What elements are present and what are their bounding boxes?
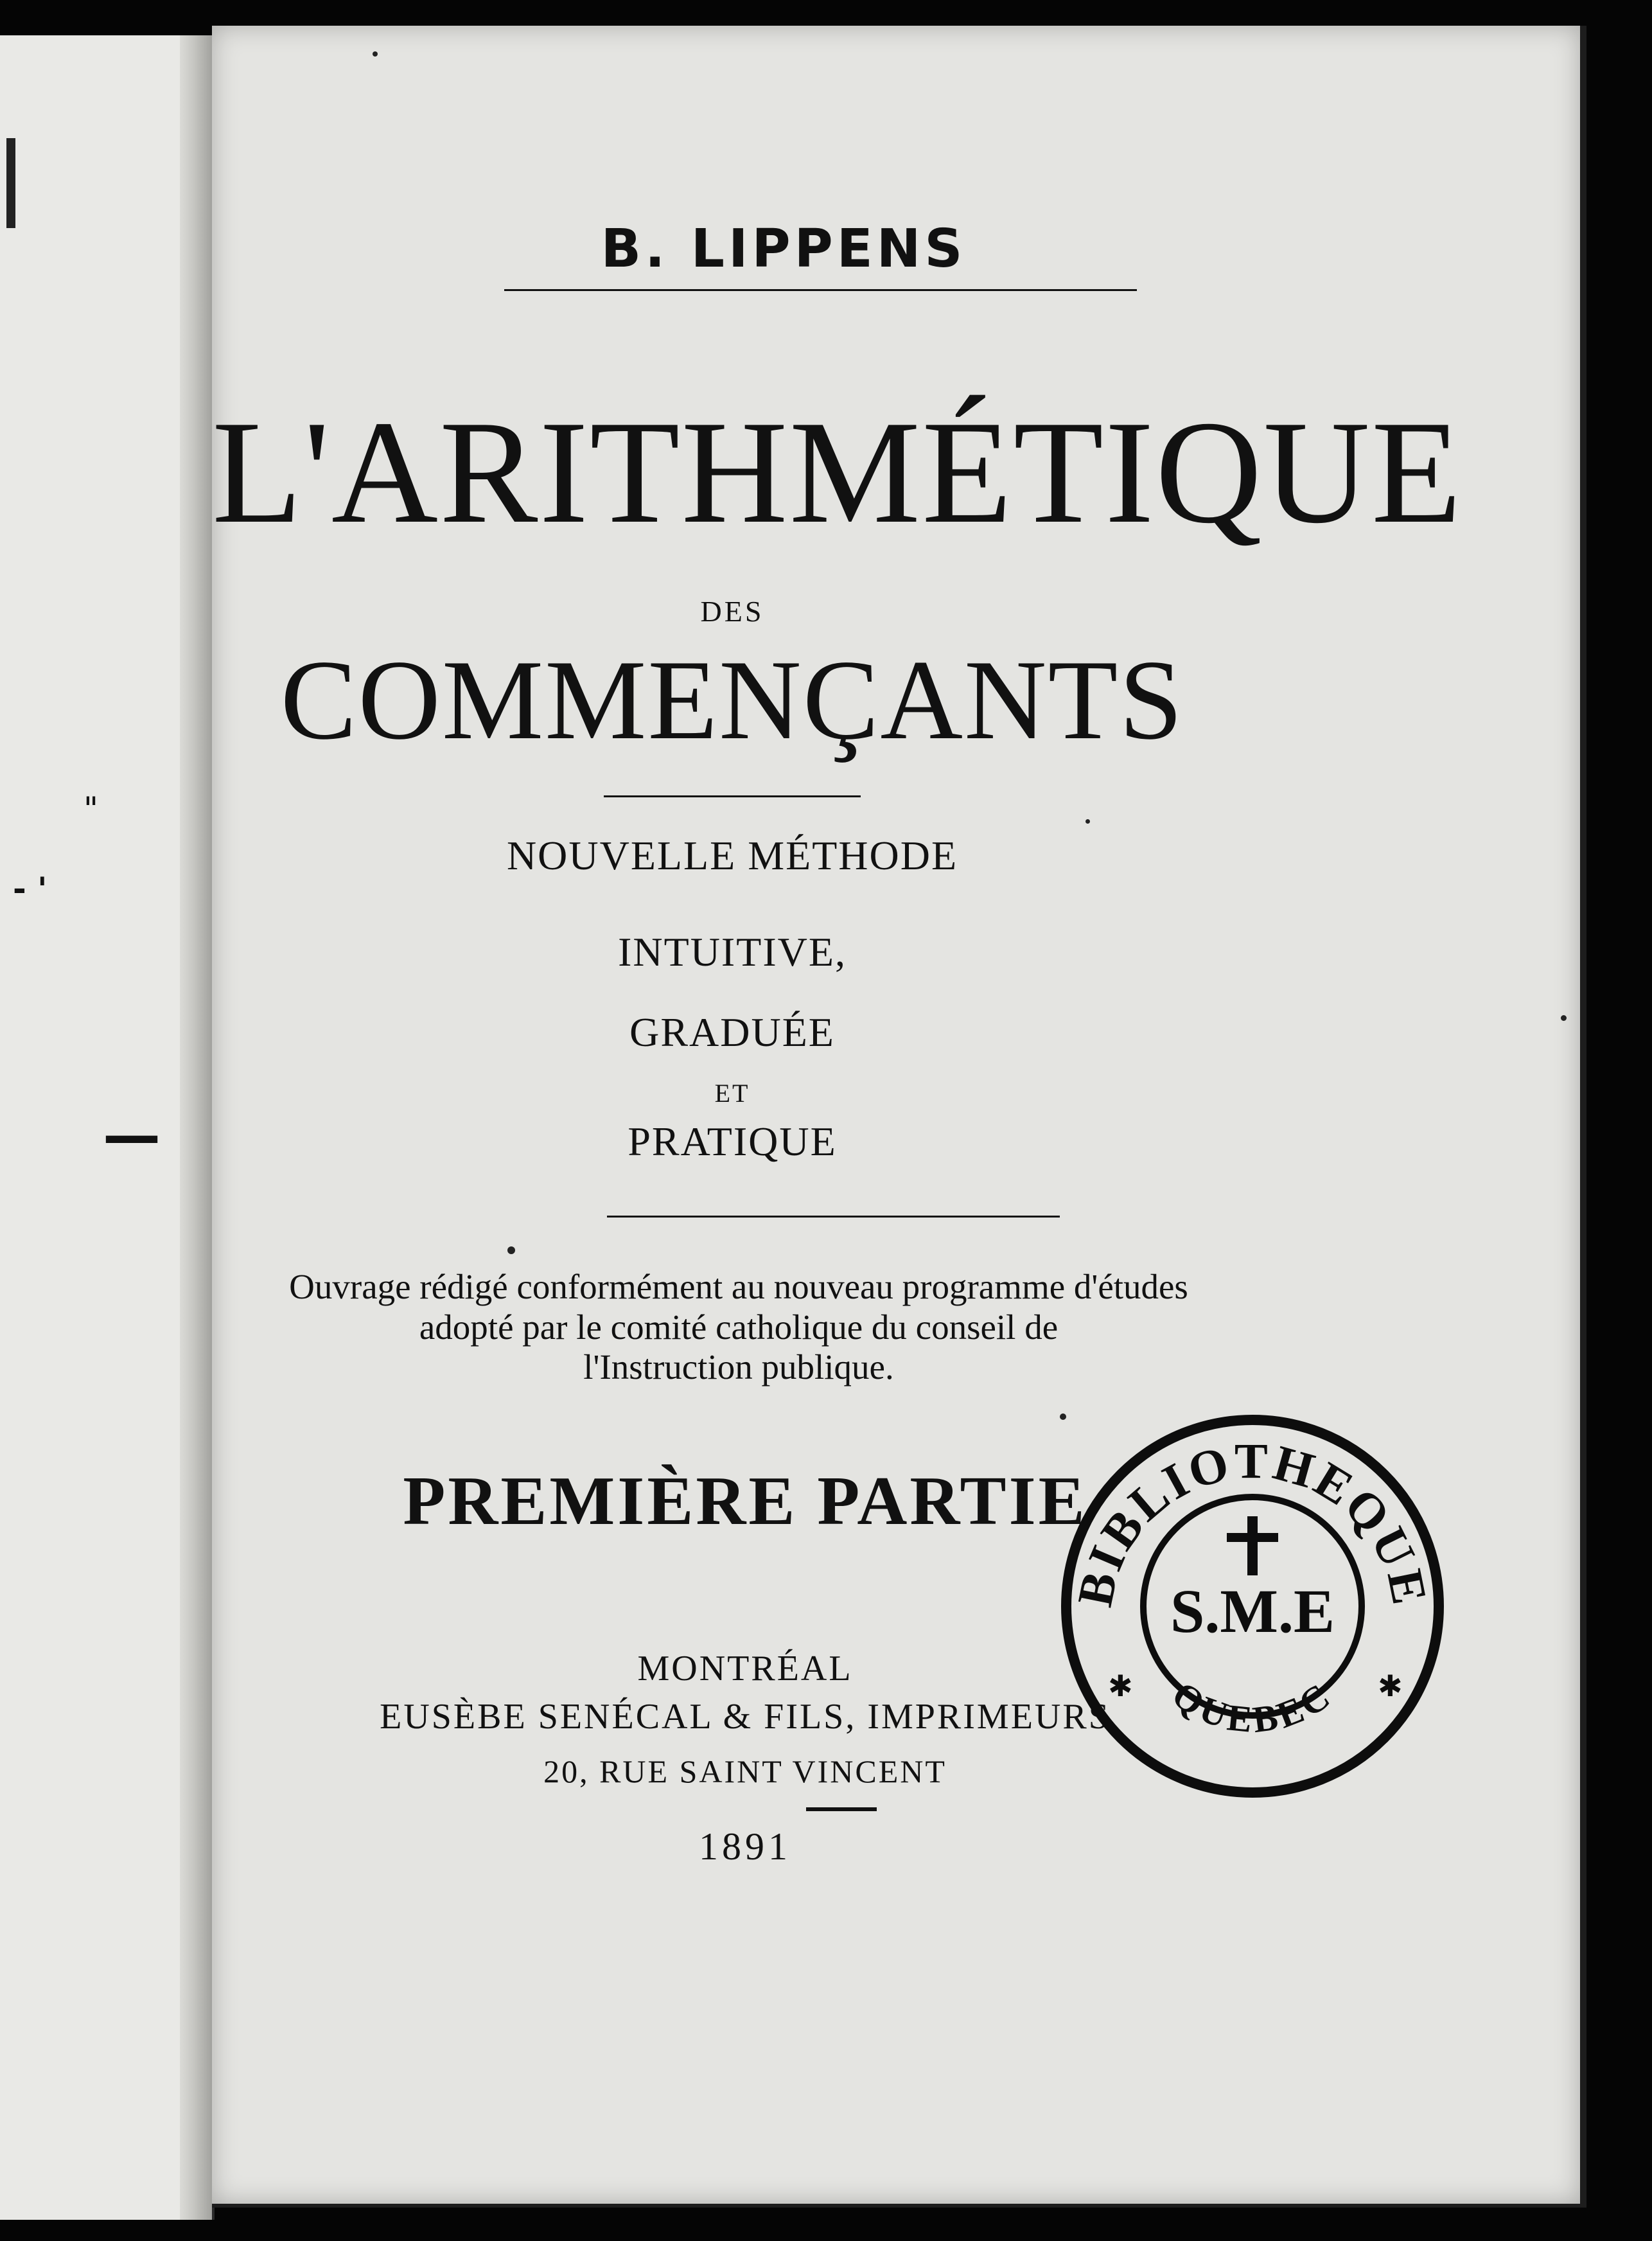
method-connector: ET — [714, 1079, 750, 1108]
book-title-line-1: L'ARITHMÉTIQUE — [212, 390, 1463, 554]
method-line-4: PRATIQUE — [628, 1119, 837, 1164]
year-rule — [806, 1807, 877, 1811]
stamp-star-icon: ✱ — [1108, 1669, 1133, 1703]
author-name: B. LIPPENS — [601, 218, 967, 279]
scan-speck — [1561, 1015, 1567, 1021]
flap-text-mark: " — [83, 790, 98, 828]
cross-icon — [1227, 1516, 1278, 1575]
library-stamp — [1053, 1407, 1452, 1805]
stamp-top-text: BIBLIOTHEQUE — [1066, 1433, 1439, 1611]
book-title-line-2: COMMENÇANTS — [280, 636, 1184, 763]
description-line: l'Instruction publique. — [583, 1347, 894, 1386]
method-line-2: INTUITIVE, — [618, 929, 847, 975]
publisher-city: MONTRÉAL — [637, 1649, 853, 1688]
description-line: adopté par le comité catholique du conseil de — [419, 1307, 1059, 1347]
flap-ink-mark — [6, 138, 15, 228]
title-page — [212, 26, 1586, 2208]
left-page-edge — [0, 35, 215, 2220]
stamp-star-icon: ✱ — [1378, 1669, 1403, 1703]
publisher-name: EUSÈBE SENÉCAL & FILS, IMPRIMEURS — [380, 1697, 1111, 1737]
title-connector: DES — [700, 595, 764, 628]
scan-speck — [373, 51, 378, 57]
method-line-3: GRADUÉE — [629, 1009, 835, 1055]
publication-year: 1891 — [699, 1825, 791, 1868]
method-line-1: NOUVELLE MÉTHODE — [506, 833, 958, 878]
title-rule — [604, 795, 861, 797]
stamp-center-text: S.M.E — [1170, 1577, 1335, 1645]
flap-text-mark: - ' — [13, 871, 48, 908]
stamp-bottom-text: QUEBEC — [1164, 1673, 1340, 1741]
description-line: Ouvrage rédigé conformément au nouveau programme d'études — [289, 1267, 1188, 1306]
publisher-address: 20, RUE SAINT VINCENT — [543, 1753, 947, 1789]
page-deckle-edge — [180, 35, 212, 2220]
scan-speck — [507, 1246, 515, 1254]
author-rule — [504, 289, 1137, 291]
scan-speck — [1060, 1413, 1066, 1420]
flap-text-mark: — — [103, 1102, 161, 1169]
part-heading: PREMIÈRE PARTIE — [403, 1463, 1087, 1539]
scan-speck — [1085, 819, 1090, 824]
method-rule — [607, 1216, 1060, 1218]
